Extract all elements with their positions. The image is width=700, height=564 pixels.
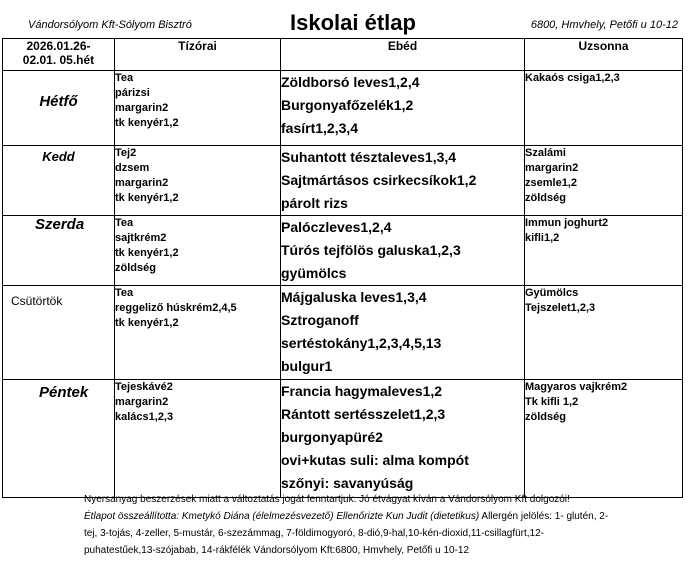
menu-item: margarin2 (115, 102, 169, 114)
menu-item: Tk kifli 1,2 (525, 396, 579, 408)
day-cell (3, 71, 115, 146)
menu-item: dzsem (115, 162, 150, 174)
menu-item: kifli1,2 (525, 232, 560, 244)
menu-item: zöldség (115, 262, 156, 274)
menu-item: margarin2 (525, 162, 579, 174)
footer-notice: Nyersanyag beszerzések miatt a változtatás jogát fenntartjuk. Jó étvágyat kíván a Vándorsólyom Kft dolgozói! (84, 494, 570, 505)
day-name: Péntek (39, 384, 89, 401)
day-name: Kedd (42, 149, 75, 164)
lunch-cell (281, 71, 525, 146)
menu-item: Suhantott tésztaleves1,3,4 (281, 149, 457, 165)
footer-allergen-intro: Allergén jelölés: 1- glutén, 2- (479, 511, 609, 522)
menu-item: Tea (115, 287, 134, 299)
day-name: Hétfő (39, 93, 78, 110)
day-cell (3, 286, 115, 380)
footer-allergen-list-end: puhatestűek,13-szójabab, 14-rákfélék Vándorsólyom Kft:6800, Hmvhely, Petőfi u 10-12 (84, 545, 470, 556)
breakfast-header: Tízórai (115, 39, 281, 71)
day-name: Szerda (35, 216, 85, 233)
menu-item: Magyaros vajkrém2 (525, 381, 628, 393)
menu-item: párizsi (115, 87, 150, 99)
page-title: Iskolai étlap (290, 10, 416, 35)
menu-item: fasírt1,2,3,4 (281, 120, 359, 136)
footer-authors: Étlapot összeállította: Kmetykó Diána (élelmezésvezető) Ellenőrizte Kun Judit (dietetikus) (84, 511, 480, 522)
menu-item: Tea (115, 72, 134, 84)
day-name: Csütörtök (11, 294, 63, 308)
menu-item: Sztroganoff (281, 312, 359, 328)
snack-cell (525, 380, 683, 498)
lunch-cell (281, 380, 525, 498)
menu-header (0, 0, 700, 40)
week-range-line2: 02.01. 05.hét (22, 53, 95, 67)
lunch-cell (281, 286, 525, 380)
menu-item: zsemle1,2 (525, 177, 577, 189)
snack-cell (525, 286, 683, 380)
breakfast-cell (115, 216, 281, 286)
menu-item: zöldség (525, 192, 566, 204)
snack-cell (525, 71, 683, 146)
menu-item: Kakaós csiga1,2,3 (525, 72, 620, 84)
menu-item: bulgur1 (281, 358, 333, 374)
day-cell (3, 146, 115, 216)
day-row (3, 286, 683, 380)
lunch-cell (281, 146, 525, 216)
snack-header: Uzsonna (525, 39, 683, 71)
day-row (3, 216, 683, 286)
footer-allergen-list: tej, 3-tojás, 4-zeller, 5-mustár, 6-szezámmag, 7-földimogyoró, 8-dió,9-hal,10-kén-dioxid,11-csillagfürt,12- (84, 528, 545, 539)
footer-compiled-by (84, 508, 684, 525)
week-range-header (3, 39, 115, 71)
breakfast-cell (115, 146, 281, 216)
menu-item: Tea (115, 217, 134, 229)
day-cell (3, 216, 115, 286)
day-cell (3, 380, 115, 498)
menu-item: Túrós tejfölös galuska1,2,3 (281, 242, 461, 258)
menu-footer (84, 491, 684, 559)
menu-item: reggeliző húskrém2,4,5 (115, 302, 237, 314)
menu-item: Tej2 (115, 147, 137, 159)
breakfast-cell (115, 71, 281, 146)
menu-item: szőnyi: savanyúság (281, 475, 414, 491)
restaurant-address: 6800, Hmvhely, Petőfi u 10-12 (530, 19, 678, 31)
menu-item: Rántott sertésszelet1,2,3 (281, 406, 446, 422)
breakfast-cell (115, 286, 281, 380)
menu-item: margarin2 (115, 177, 169, 189)
menu-item: Gyümölcs (525, 287, 579, 299)
menu-item: tk kenyér1,2 (115, 247, 179, 259)
menu-item: Tejszelet1,2,3 (525, 302, 596, 314)
menu-item: Immun joghurt2 (525, 217, 609, 229)
header-row (3, 39, 683, 71)
day-row (3, 380, 683, 498)
week-range-line1: 2026.01.26- (26, 39, 91, 53)
menu-item: sajtkrém2 (115, 232, 167, 244)
menu-item: ovi+kutas suli: alma kompót (281, 452, 469, 468)
menu-item: margarin2 (115, 396, 169, 408)
menu-item: burgonyapüré2 (281, 429, 383, 445)
menu-item: Zöldborsó leves1,2,4 (281, 74, 420, 90)
day-row (3, 71, 683, 146)
snack-cell (525, 146, 683, 216)
day-row (3, 146, 683, 216)
menu-item: Szalámi (525, 147, 566, 159)
menu-item: tk kenyér1,2 (115, 192, 179, 204)
menu-item: tk kenyér1,2 (115, 317, 179, 329)
menu-item: gyümölcs (281, 265, 347, 281)
lunch-header: Ebéd (281, 39, 525, 71)
menu-item: Sajtmártásos csirkecsíkok1,2 (281, 172, 477, 188)
menu-item: párolt rizs (281, 195, 348, 211)
menu-item: sertéstokány1,2,3,4,5,13 (281, 335, 442, 351)
menu-item: Palóczleves1,2,4 (281, 219, 392, 235)
menu-item: kalács1,2,3 (115, 411, 174, 423)
menu-table (2, 38, 683, 498)
menu-item: zöldség (525, 411, 566, 423)
lunch-cell (281, 216, 525, 286)
menu-item: Francia hagymaleves1,2 (281, 383, 443, 399)
restaurant-name: Vándorsólyom Kft-Sólyom Bisztró (28, 19, 192, 31)
menu-item: Májgaluska leves1,3,4 (281, 289, 427, 305)
snack-cell (525, 216, 683, 286)
menu-item: Burgonyafőzelék1,2 (281, 97, 414, 113)
breakfast-cell (115, 380, 281, 498)
menu-item: tk kenyér1,2 (115, 117, 179, 129)
menu-item: Tejeskávé2 (115, 381, 173, 393)
